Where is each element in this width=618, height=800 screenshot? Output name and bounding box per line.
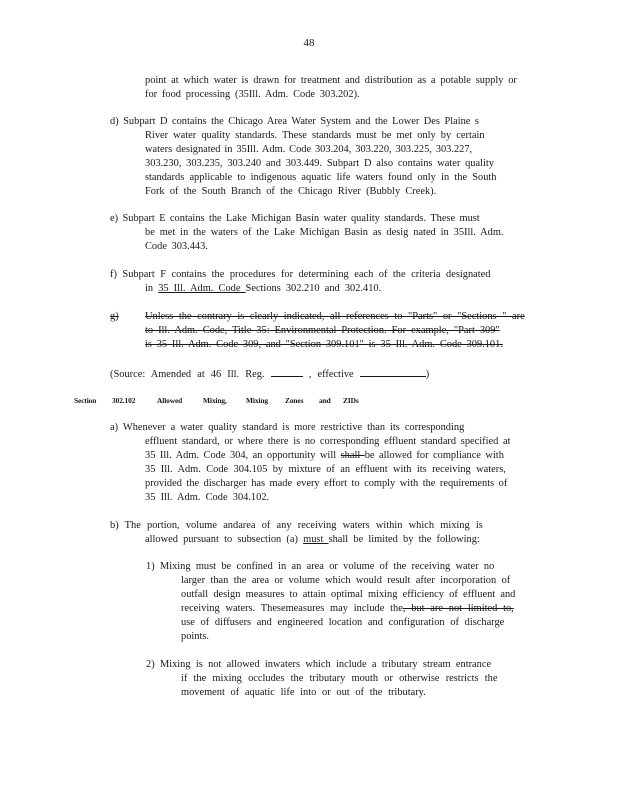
item-1-line: receiving waters. Thesemeasures may include the, but are not limited to,	[181, 603, 514, 614]
item-2-line: if the mixing occludes the tributary mouth or otherwise restricts the	[181, 673, 498, 684]
subsection-f-line: in 35 Ill. Adm. Code Sections 302.210 and 302.410.	[145, 283, 382, 294]
inserted-text: 35 Ill. Adm. Code	[158, 283, 246, 294]
body-line: for food processing (35Ill. Adm. Code 303.202).	[145, 89, 360, 100]
section-title-word: ZIDs	[343, 396, 359, 405]
subsection-b-line: allowed pursuant to subsection (a) must shall be limited by the following:	[145, 534, 480, 545]
subsection-d-line: standards applicable to indigenous aquatic life waters found only in the South	[145, 172, 497, 183]
subsection-d-line: River water quality standards. These standards must be met only by certain	[145, 130, 485, 141]
item-1-line: points.	[181, 631, 210, 642]
inserted-text: must	[303, 534, 329, 545]
item-1-line: 1) Mixing must be confined in an area or volume of the receiving water no	[146, 561, 495, 572]
subsection-a-line: 35 Ill. Adm. Code 304.102.	[145, 492, 270, 503]
register-blank	[271, 366, 303, 377]
page-number: 48	[303, 37, 315, 49]
section-title-word: Zones	[285, 396, 304, 405]
subsection-a-line: a) Whenever a water quality standard is more restrictive than its corresponding	[110, 422, 465, 433]
subsection-e-line: e) Subpart E contains the Lake Michigan Basin water quality standards. These must	[110, 213, 480, 224]
subsection-e-line: Code 303.443.	[145, 241, 208, 252]
item-1-line: larger than the area or volume which would result after incorporation of	[181, 575, 511, 586]
subsection-e-line: be met in the waters of the Lake Michigan Basin as desig nated in 35Ill. Adm.	[145, 227, 504, 238]
item-1-line: outfall design measures to attain optimal mixing efficiency of effluent and	[181, 589, 516, 600]
subsection-b-line: b) The portion, volume andarea of any receiving waters within which mixing is	[110, 520, 483, 531]
subsection-a-line: effluent standard, or where there is no corresponding effluent standard specified at	[145, 436, 511, 447]
section-number: 302.102	[112, 396, 136, 405]
effective-date-blank	[360, 366, 426, 377]
subsection-a-line: 35 Ill. Adm. Code 304.105 by mixture of an effluent with its receiving waters,	[145, 464, 506, 475]
item-2-line: movement of aquatic life into or out of the tributary.	[181, 687, 426, 698]
item-1-line: use of diffusers and engineered location and configuration of discharge	[181, 617, 505, 628]
subsection-g-label: g)	[110, 311, 119, 322]
section-title-word: Mixing,	[203, 396, 227, 405]
section-label: Section	[74, 396, 97, 405]
deleted-text: shall	[340, 450, 365, 461]
source-note: (Source: Amended at 46 Ill. Reg. , effective )	[110, 366, 429, 381]
subsection-d-line: 303.230, 303.235, 303.240 and 303.449. Subpart D also contains water quality	[145, 158, 494, 169]
deleted-text-line: Unless the contrary is clearly indicated, all references to "Parts" or "Sections " are	[145, 311, 525, 322]
section-title-word: Allowed	[157, 396, 183, 405]
subsection-d-line: d) Subpart D contains the Chicago Area Water System and the Lower Des Plaine s	[110, 116, 479, 127]
subsection-f-line: f) Subpart F contains the procedures for determining each of the criteria designated	[110, 269, 491, 280]
subsection-a-line: provided the discharger has made every effort to comply with the requirements of	[145, 478, 508, 489]
section-title-word: Mixing	[246, 396, 268, 405]
body-line: point at which water is drawn for treatment and distribution as a potable supply or	[145, 75, 517, 86]
subsection-d-line: waters designated in 35Ill. Adm. Code 303.204, 303.220, 303.225, 303.227,	[145, 144, 473, 155]
subsection-a-line: 35 Ill. Adm. Code 304, an opportunity will shall be allowed for compliance with	[145, 450, 504, 461]
subsection-d-line: Fork of the South Branch of the Chicago River (Bubbly Creek).	[145, 186, 437, 197]
deleted-text: , but are not limited to,	[402, 603, 514, 614]
deleted-text-line: is 35 Ill. Adm. Code 309, and "Section 309.101" is 35 Ill. Adm. Code 309.101.	[145, 339, 503, 350]
section-title-word: and	[319, 396, 331, 405]
deleted-text-line: to Ill. Adm. Code, Title 35: Environmental Protection. For example, "Part 309"	[145, 325, 500, 336]
item-2-line: 2) Mixing is not allowed inwaters which include a tributary stream entrance	[146, 659, 492, 670]
